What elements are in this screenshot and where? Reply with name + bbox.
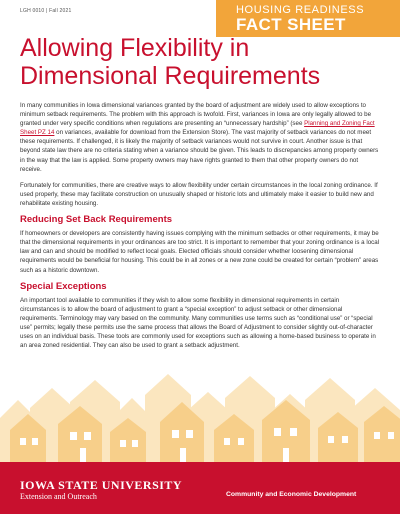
fact-sheet-badge — [216, 0, 400, 37]
section-body-setback: If homeowners or developers are consistently having issues complying with the minimum setbacks or other requirements, it may be that the dimensional requirements in your ordinances are too strict. It is important to remember that your zoning ordinance is a local law and can and should be modified to reflect local goals. Elected officials should consider whether loosening dimensional requirements would be beneficial for housing. This could be in all zones or a new zone could be created for certain “problem” areas such as a historic downtown. — [20, 230, 380, 274]
badge-series-label: HOUSING READINESS — [236, 4, 365, 16]
page-title: Allowing Flexibility in Dimensional Requirements — [20, 34, 321, 90]
doc-code: LGH 0010 | Fall 2021 — [20, 8, 72, 14]
badge-type-label: FACT SHEET — [236, 15, 346, 34]
program-label: Community and Economic Development — [226, 491, 357, 498]
intro-text-part1: In many communities in Iowa dimensional variances granted by the board of adjustment are widely used to allow exceptions to minimum setback requirements. The problem with this approach is twofold. First, variances in Iowa are only legally allowed to be granted under very specific conditions when regulations are presenting an “unnecessary hardship” (see — [20, 102, 372, 128]
section-heading-setback: Reducing Set Back Requirements — [20, 214, 173, 226]
intro-text-part2: on variances, available for download from the Extension Store). The vast majority of setback variances do not meet these requirements. If challenged, it is likely the majority of setback variances would not survive in court. Another issue is that beyond state law there are no criteria stating when a variance should be given. This leads to discrepancies among property owners in the way that the law is applied. Some property owners may have rights granted to them that other property owners do not receive. — [20, 129, 379, 173]
intro-paragraph-1 — [20, 101, 380, 174]
section-heading-special-exceptions: Special Exceptions — [20, 280, 107, 292]
intro-paragraph-2: Fortunately for communities, there are creative ways to allow flexibility under certain circumstances in the local zoning ordinance. If used properly, these may facilitate construction on unusually shaped or historic lots and ultimately make it easier to build new and rehabilitate existing housing. — [20, 181, 378, 207]
article-body — [20, 101, 380, 357]
isu-wordmark: IOWA STATE UNIVERSITY — [20, 478, 183, 492]
houses-illustration — [0, 360, 400, 462]
pz14-fact-sheet-link[interactable]: Planning and Zoning Fact Sheet PZ 14 — [20, 120, 375, 137]
isu-extension-label: Extension and Outreach — [20, 492, 97, 501]
section-body-special-exceptions: An important tool available to communities if they wish to allow some flexibility in dimensional requirements in certain circumstances is to allow the board of adjustment to grant a “special exception” to adjust setback or other dimensional requirements. Terminology may vary based on the community. Many communities use terms such as “conditional use” or “special use” permits; legally these permits use the same process that allows the Board of Adjustment to consider slightly out-of-character uses on an individual basis. These tools are commonly used for exceptions such as allowing a home-based business to operate in an area zoned residential. They can also be used to grant a setback adjustment. — [20, 296, 376, 350]
